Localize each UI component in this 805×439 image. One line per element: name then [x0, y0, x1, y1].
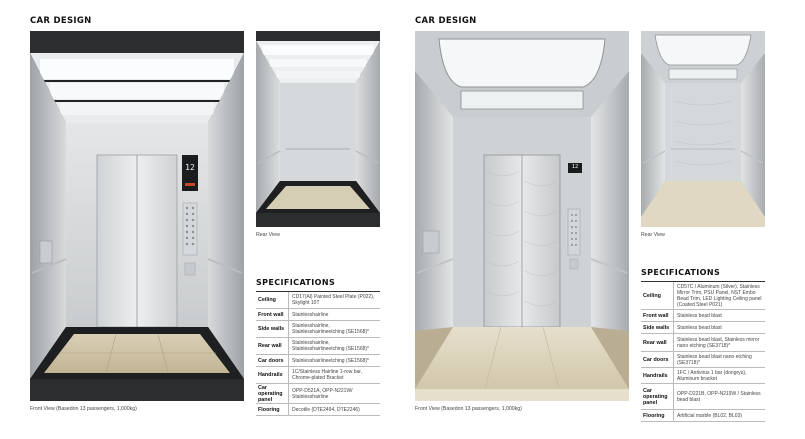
right-front-caption: Front View (Basedon 13 passengers, 1,000kg) — [415, 406, 522, 412]
spec-row — [641, 368, 765, 384]
spec-label: Handrails — [641, 368, 674, 383]
spec-label: Front wall — [256, 309, 289, 320]
right-rear-view-image — [641, 31, 765, 227]
spec-row — [641, 410, 765, 422]
right-rear-caption: Rear View — [641, 232, 665, 238]
spec-value: OPP-D521A, OPP-N221W/ Stainlesshairline — [292, 387, 353, 400]
spec-value: Stainlesshairline, Stainlesshairlineetching (SE1568)* — [292, 323, 369, 335]
spec-value: Stainless bead blast nano etching (SE3718)* — [677, 353, 752, 366]
spec-value: Stainless bead blast — [677, 312, 722, 319]
left-rear-caption: Rear View — [256, 232, 280, 238]
spec-label: Flooring — [256, 404, 289, 415]
spec-row — [256, 404, 380, 416]
spec-value: CD57C / Aluminum (Silver), Stainless Mirror Trim, PSU Panel, NST Embo Bead Trim, LED Lighting Ceiling panel (Coated Steel P021) — [677, 283, 762, 308]
spec-label: Car doors — [641, 352, 674, 367]
spec-row — [641, 310, 765, 322]
spec-label: Rear wall — [641, 334, 674, 351]
left-heading: CAR DESIGN — [30, 16, 92, 26]
spec-label: Flooring — [641, 410, 674, 421]
right-spec-table — [641, 281, 765, 422]
right-front-view-image — [415, 31, 629, 401]
spec-row — [641, 282, 765, 310]
spec-row — [256, 292, 380, 309]
spec-row — [641, 322, 765, 334]
spec-row — [256, 384, 380, 404]
spec-value: CD17(Al) Painted Steel Plate (P022), Skylight 10T — [292, 294, 375, 306]
spec-value: Decotile (DTE2494, DTE2246) — [292, 406, 360, 413]
spec-value: Stainless bead blast — [677, 324, 722, 331]
spec-label: Handrails — [256, 367, 289, 383]
spec-value: Stainless bead blast, Stainless mirror nano etching (SE3718)* — [677, 336, 760, 349]
spec-row — [256, 309, 380, 321]
spec-row — [641, 352, 765, 368]
left-front-display-number: 12 — [185, 163, 195, 172]
spec-row — [256, 338, 380, 355]
right-front-display-number: 12 — [571, 164, 579, 170]
left-rear-view-image — [256, 31, 380, 227]
spec-label: Car doors — [256, 355, 289, 366]
spec-value: 1FC / Antivirus 1 bar (dongryu), Aluminum bracket — [677, 369, 747, 382]
spec-row — [256, 321, 380, 338]
left-front-view-image — [30, 31, 244, 401]
spec-label: Front wall — [641, 310, 674, 321]
spec-label: Car operating panel — [256, 384, 289, 403]
left-front-caption: Front View (Basedon 13 passengers, 1,000kg) — [30, 406, 137, 412]
right-heading: CAR DESIGN — [415, 16, 477, 26]
spec-label: Side walls — [256, 321, 289, 337]
spec-value: Stainlesshairline — [292, 311, 329, 318]
spec-label: Ceiling — [256, 292, 289, 308]
spec-row — [641, 334, 765, 352]
spec-label: Car operating panel — [641, 384, 674, 409]
spec-row — [256, 367, 380, 384]
right-spec-title: SPECIFICATIONS — [641, 268, 721, 277]
spec-label: Side walls — [641, 322, 674, 333]
spec-value: OPP-D221B, OPP-N219W / Stainless bead blast — [677, 390, 761, 403]
left-spec-table — [256, 291, 380, 416]
spec-row — [256, 355, 380, 367]
spec-label: Ceiling — [641, 282, 674, 309]
spec-row — [641, 384, 765, 410]
spec-value: Stainlesshairlineetching (SE1568)* — [292, 357, 369, 364]
spec-label: Rear wall — [256, 338, 289, 354]
spec-value: Stainlesshairline, Stainlesshairlineetching (SE1568)* — [292, 340, 369, 352]
left-spec-title: SPECIFICATIONS — [256, 278, 336, 287]
spec-value: 1C/Stainless Hairline 1-row bar, Chrome-plated Bracket — [292, 369, 363, 381]
spec-value: Artificial marble (BL02, BL03) — [677, 412, 743, 419]
